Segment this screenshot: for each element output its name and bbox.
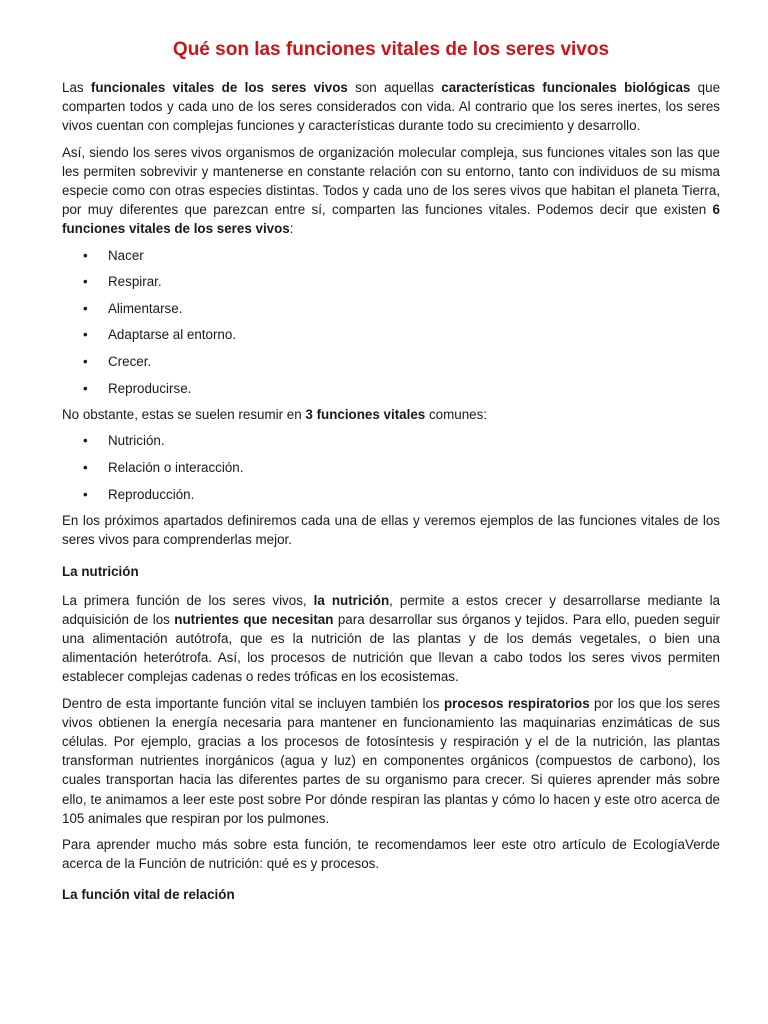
list-item: • Crecer. (62, 352, 720, 371)
text-run: Dentro de esta importante función vital se incluyen también los (62, 695, 444, 711)
text-run: No obstante, estas se suelen resumir en (62, 407, 306, 423)
respiration-paragraph (62, 694, 720, 828)
text-run: La primera función de los seres vivos, (62, 592, 314, 608)
list-item: • Reproducción. (62, 485, 720, 504)
list-item: • Reproducirse. (62, 379, 720, 398)
text-run: son aquellas (347, 80, 442, 95)
next-sections-paragraph: En los próximos apartados definiremos cada una de ellas y veremos ejemplos de las funciones vitales de los seres vivos para comprenderlas mejor. (62, 513, 720, 548)
text-run: que comparten todos y cada uno de los seres considerados con vida. Al contrario que los seres inertes, los seres vivos cuentan con complejas funciones y características durante todo su crecimiento y desarrollo. (62, 80, 721, 134)
bold-term: 3 funciones vitales (305, 407, 426, 423)
page-title: Qué son las funciones vitales de los seres vivos (172, 39, 610, 60)
text-run: Así, siendo los seres vivos organismos de organización molecular compleja, sus funciones vitales son las que les permiten sobrevivir y mantenerse en constante relación con su entorno, tanto con individuos de su misma especie como con otras especies distintas. Todos y cada uno de los seres vivos que habitan el planeta Tierra, por muy diferentes que parezcan entre sí, comparten las funciones vitales. Podemos decir que existen (62, 144, 720, 218)
bold-term: 6 funciones vitales de los seres vivos (62, 202, 720, 237)
bold-term: características funcionales biológicas (441, 80, 691, 95)
recommendation-paragraph: Para aprender mucho más sobre esta función, te recomendamos leer este otro artículo de EcologíaVerde acerca de la Función de nutrición: qué es y procesos. (62, 837, 720, 872)
list-item: • Nutrición. (62, 431, 720, 450)
three-functions-paragraph (62, 405, 720, 424)
six-functions-list (62, 246, 720, 398)
bold-term: funcionales vitales de los seres vivos (90, 80, 348, 95)
text-run: Las (62, 80, 91, 95)
section-heading-nutricion: La nutrición (62, 563, 139, 579)
three-functions-list (62, 431, 720, 503)
document-page (62, 38, 720, 914)
section-heading-relacion: La función vital de relación (62, 887, 235, 903)
text-run: , permite a estos crecer y desarrollarse mediante la adquisición de los (62, 592, 720, 627)
list-item: • Respirar. (62, 272, 720, 291)
bold-term: procesos respiratorios (443, 695, 590, 711)
bold-term: nutrientes que necesitan (174, 611, 334, 627)
list-item: • Adaptarse al entorno. (62, 325, 720, 344)
text-run: : (289, 221, 294, 237)
text-run: por los que los seres vivos obtienen la energía necesaria para mantener en funcionamiento las maquinarias enzimáticas de sus células. Por ejemplo, gracias a los procesos de fotosíntesis y respiración y el de la nutrición, las plantas transforman nutrientes inorgánicos (agua y luz) en componentes orgánicos (compuestos de carbono), los cuales transportan hacia las diferentes partes de su organismo para crecer. Si quieres aprender más sobre ello, te animamos a leer este post sobre Por dónde respiran las plantas y cómo lo hacen y este otro acerca de 105 animales que respiran por los pulmones. (62, 695, 720, 826)
bold-term: la nutrición (313, 592, 390, 608)
intro-paragraph (62, 78, 720, 136)
text-run: para desarrollar sus órganos y tejidos. Para ello, pueden seguir una alimentación autótrofa, que es la nutrición de las plantas y de los demás vegetales, o bien una alimentación heterótrofa. Así, los procesos de nutrición que llevan a cabo todos los seres vivos permiten establecer complejas cadenas o redes tróficas en los ecosistemas. (62, 611, 720, 685)
list-item: • Nacer (62, 246, 720, 265)
list-item: • Relación o interacción. (62, 458, 720, 477)
nutrition-paragraph (62, 591, 720, 687)
list-item: • Alimentarse. (62, 299, 720, 318)
six-functions-paragraph (62, 143, 720, 239)
text-run: comunes: (425, 407, 488, 423)
